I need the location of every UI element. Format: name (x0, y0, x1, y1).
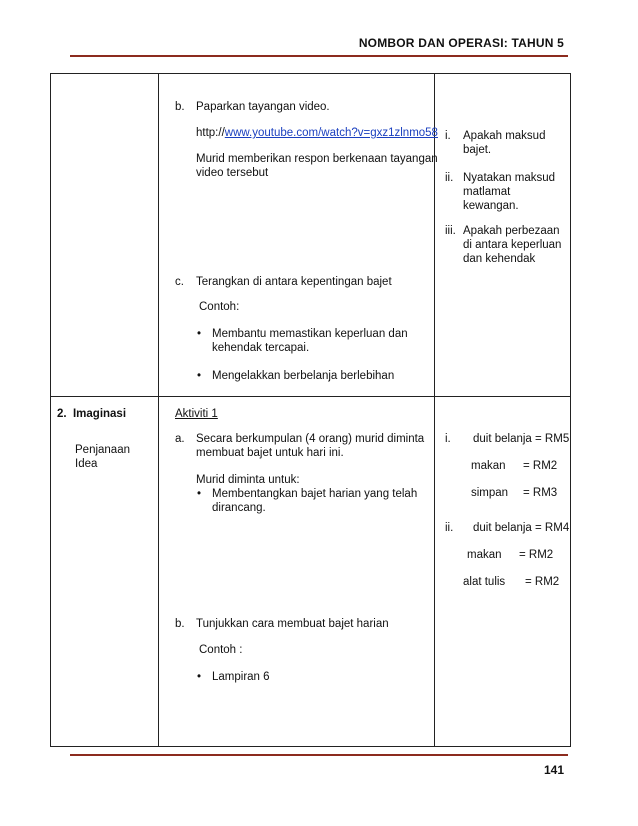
bullet-text: Membentangkan bajet harian yang telah (212, 488, 418, 500)
note-marker: i. (445, 433, 451, 445)
step-cell (51, 397, 159, 747)
bullet-text: kehendak tercapai. (212, 342, 310, 354)
bullet-text: Mengelakkan berbelanja berlebihan (212, 370, 395, 382)
lesson-table (50, 73, 571, 747)
video-url: http://www.youtube.com/watch?v=gxz1zlnmo58 (196, 127, 438, 139)
bullet-icon: • (197, 488, 202, 500)
item-text: Paparkan tayangan video. (196, 101, 330, 113)
item-text: Secara berkumpulan (4 orang) murid diminta (196, 433, 425, 445)
bullet-icon: • (197, 671, 202, 683)
bullet-icon: • (197, 370, 202, 382)
note-value: = RM2 (525, 576, 560, 588)
table-row (51, 397, 571, 747)
response-text-1: Murid memberikan respon berkenaan tayangan (196, 153, 438, 165)
notes-cell (435, 74, 571, 397)
note-text: dan kehendak (463, 253, 536, 265)
table-row (51, 74, 571, 397)
note-label: simpan (471, 487, 509, 499)
note-text: bajet. (463, 144, 492, 156)
header-rule (70, 55, 568, 57)
item-text: membuat bajet untuk hari ini. (196, 447, 344, 459)
note-text: matlamat (463, 186, 511, 198)
note-value: = RM3 (523, 487, 558, 499)
response-text-2: video tersebut (196, 167, 269, 179)
activity-cell (159, 397, 435, 747)
note-label: alat tulis (463, 576, 506, 588)
note-text: Apakah perbezaan (463, 225, 560, 237)
note-text: Nyatakan maksud (463, 172, 556, 184)
note-text: kewangan. (463, 200, 519, 212)
contoh-label: Contoh : (199, 644, 243, 656)
step-subtitle: Penjanaan (75, 444, 130, 456)
item-marker: b. (175, 618, 185, 630)
activity-cell (159, 74, 438, 397)
note-marker: ii. (445, 172, 454, 184)
note-label: makan (471, 460, 506, 472)
note-text: duit belanja = RM5 (473, 433, 570, 445)
bullet-text: dirancang. (212, 502, 266, 514)
footer-rule (70, 754, 568, 756)
note-marker: iii. (445, 225, 456, 237)
step-title: 2. Imaginasi (57, 408, 127, 420)
item-marker: b. (175, 101, 185, 113)
page-number: 141 (543, 763, 564, 777)
aktiviti-title: Aktiviti 1 (175, 408, 218, 420)
note-value: = RM2 (523, 460, 558, 472)
note-marker: ii. (445, 522, 454, 534)
contoh-label: Contoh: (199, 301, 240, 313)
video-link[interactable]: www.youtube.com/watch?v=gxz1zlnmo58 (224, 127, 438, 139)
note-marker: i. (445, 130, 451, 142)
bullet-icon: • (197, 328, 202, 340)
item-text: Terangkan di antara kepentingan bajet (196, 276, 392, 288)
instruction-text: Murid diminta untuk: (196, 474, 300, 486)
item-marker: c. (175, 276, 184, 288)
note-value: = RM2 (519, 549, 554, 561)
note-text: duit belanja = RM4 (473, 522, 570, 534)
item-text: Tunjukkan cara membuat bajet harian (196, 618, 389, 630)
item-marker: a. (175, 433, 185, 445)
note-label: makan (467, 549, 502, 561)
step-subtitle: Idea (75, 458, 98, 470)
page-header: NOMBOR DAN OPERASI: TAHUN 5 (358, 36, 564, 50)
note-text: di antara keperluan (463, 239, 562, 251)
bullet-text: Lampiran 6 (212, 671, 270, 683)
notes-cell (435, 397, 571, 747)
step-cell (51, 74, 159, 397)
bullet-text: Membantu memastikan keperluan dan (212, 328, 408, 340)
note-text: Apakah maksud (463, 130, 546, 142)
